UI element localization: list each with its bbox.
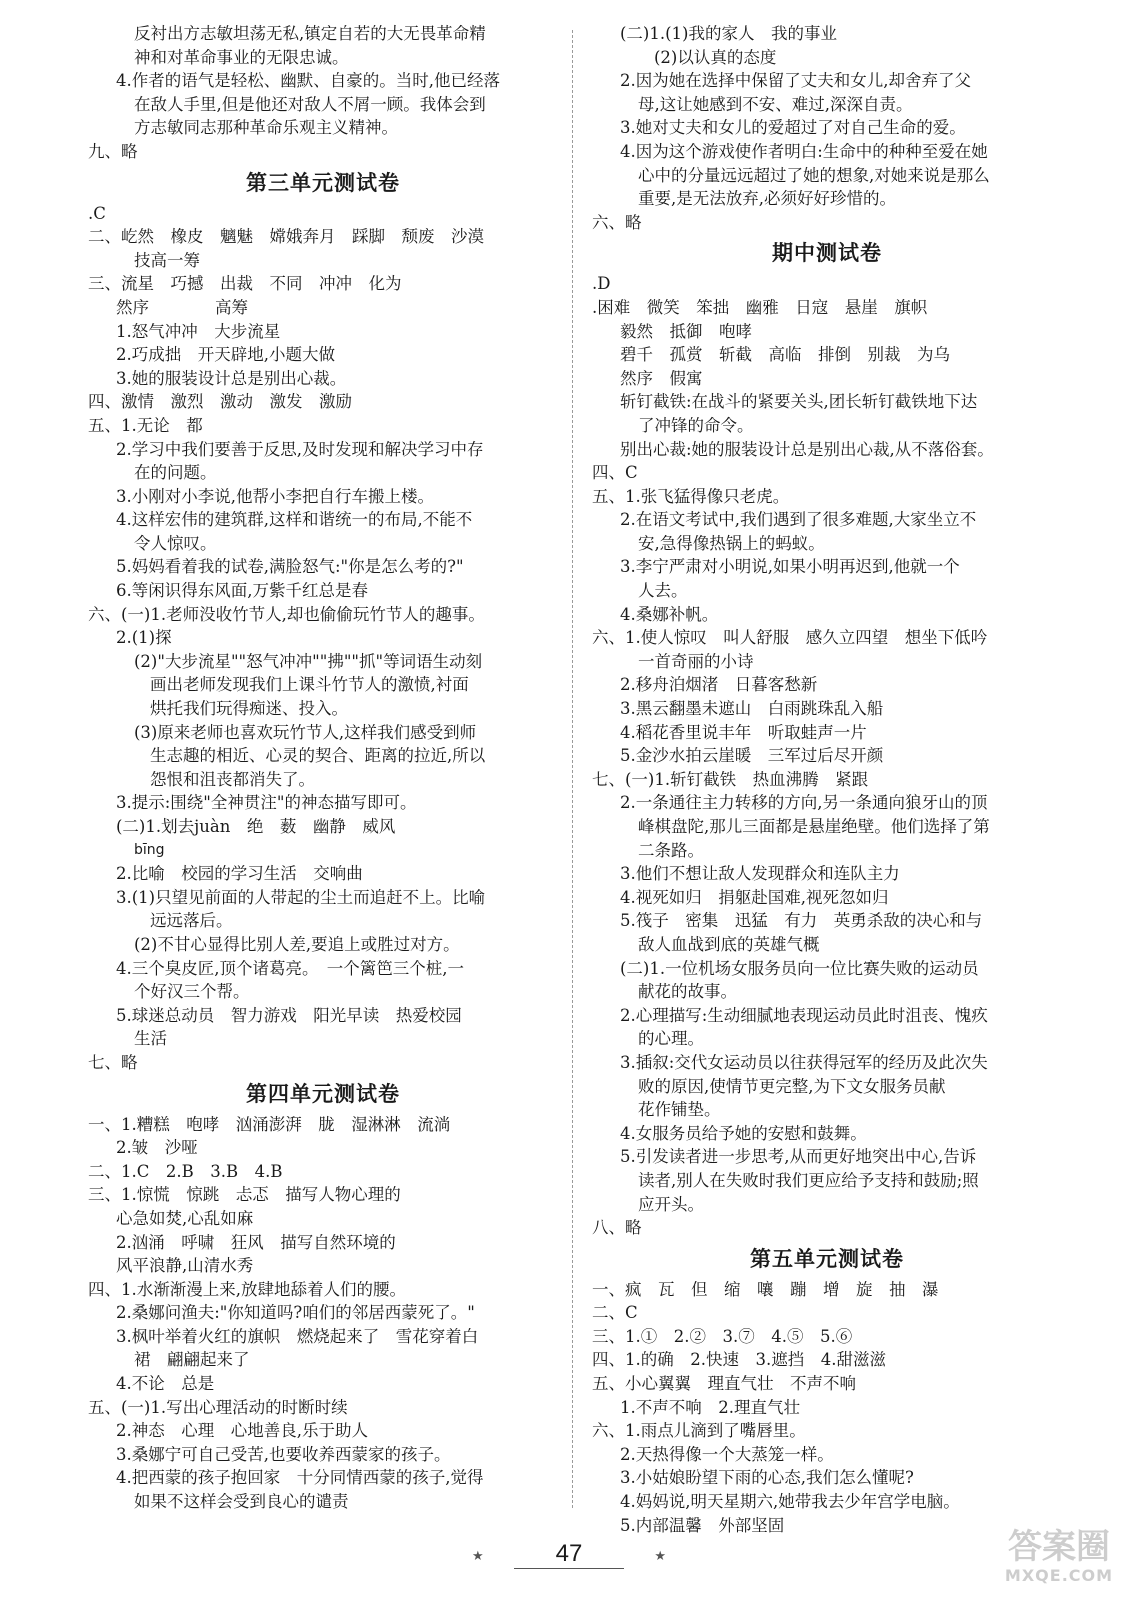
footer-rule [514,1568,624,1569]
answer-line: 献花的故事。 [638,982,737,1002]
answer-line: 3.李宁严肃对小明说,如果小明再迟到,他就一个 [620,557,960,577]
answer-line: 3.提示:围绕"全神贯注"的神态描写即可。 [116,793,417,813]
answer-line: 2.学习中我们要善于反思,及时发现和解决学习中存 [116,439,484,459]
answer-line: 远远落后。 [150,911,233,931]
answer-line: 二、屹然 橡皮 魑魅 嫦娥奔月 踩脚 颓废 沙漠 [88,227,484,247]
answer-line: 读者,别人在失败时我们更应给予支持和鼓励;照 [638,1170,979,1190]
answer-line: 八、略 [592,1218,642,1238]
answer-line: 碧千 孤赏 斩截 高临 排倒 别裁 为乌 [620,345,950,365]
answer-line: 五、1.张飞猛得像只老虎。 [592,486,790,506]
answer-line: 四、1.的确 2.快速 3.遮挡 4.甜滋滋 [592,1350,886,1370]
answer-line: 4.女服务员给予她的安慰和鼓舞。 [620,1123,867,1143]
answer-line: 1.怒气冲冲 大步流星 [116,321,281,341]
answer-line: 如果不这样会受到良心的谴责 [134,1492,349,1512]
answer-line: 4.因为这个游戏使作者明白:生命中的种种至爱在她 [620,141,988,161]
answer-line: 六、1.使人惊叹 叫人舒服 感久立四望 想坐下低吟 [592,628,988,648]
answer-line: 心中的分量远远超过了她的想象,对她来说是那么 [638,165,990,185]
answer-line: 峰棋盘陀,那儿三面都是悬崖绝壁。他们选择了第 [638,817,990,836]
answer-line: 了冲锋的命令。 [638,415,754,435]
answer-line: 三、1.① 2.② 3.⑦ 4.⑤ 5.⑥ [592,1326,853,1346]
answer-line: 3.小刚对小李说,他帮小李把自行车搬上楼。 [116,486,434,506]
answer-line: 裙 翩翩起来了 [134,1350,250,1370]
answer-line: 二条路。 [638,840,704,860]
answer-line: 应开头。 [638,1194,704,1214]
answer-line: 3.(1)只望见前面的人带起的尘土而追赶不上。比喻 [116,887,486,907]
answer-line: bīng [134,841,165,858]
answer-line: 敌人血战到底的英雄气概 [638,934,820,954]
answer-line: 二、C [592,1303,638,1323]
page-footer [0,1540,1138,1569]
answer-line: 2.汹涌 呼啸 狂风 描写自然环境的 [116,1232,396,1252]
answer-line: 四、激情 激烈 激动 激发 激励 [88,392,352,412]
answer-line: 技高一筹 [134,250,200,270]
answer-line: 3.黑云翻墨未遮山 白雨跳珠乱入船 [620,699,884,719]
answer-line: 三、1.惊慌 惊跳 忐忑 描写人物心理的 [88,1185,401,1205]
answer-line: 五、小心翼翼 理直气壮 不声不响 [592,1374,856,1394]
watermark-title: 答案圈 [1008,1527,1110,1567]
answer-line: 4.妈妈说,明天星期六,她带我去少年宫学电脑。 [620,1492,960,1512]
answer-line: 4.稻花香里说丰年 听取蛙声一片 [620,722,867,742]
answer-line: 4.桑娜补帆。 [620,604,719,624]
answer-line: 毅然 抵御 咆哮 [620,321,752,341]
answer-line: 4.不论 总是 [116,1374,215,1394]
answer-line: 风平浪静,山清水秀 [116,1256,254,1276]
answer-line: 重要,是无法放弃,必须好好珍惜的。 [638,189,896,209]
answer-line: 烘托我们玩得痴迷、投入。 [150,699,348,719]
answer-line: 生活 [134,1029,167,1049]
answer-line: 2.神态 心理 心地善良,乐于助人 [116,1421,368,1441]
star-icon: ★ [654,1549,666,1564]
answer-line: 5.引发读者进一步思考,从而更好地突出中心,告诉 [620,1147,977,1167]
answer-line: 画出老师发现我们上课斗竹节人的激愤,衬面 [150,675,469,695]
answer-line: 2.移舟泊烟渚 日暮客愁新 [620,675,818,695]
answer-line: (二)1.划去juàn 绝 薮 幽静 威风 [116,817,396,836]
answer-line: 4.作者的语气是轻松、幽默、自豪的。当时,他已经落 [116,71,500,91]
answer-line: 六、略 [592,212,642,232]
answer-line: 3.她对丈夫和女儿的爱超过了对自己生命的爱。 [620,118,966,138]
right-column [592,22,1062,1537]
answer-line: 然序 假寓 [620,368,703,388]
answer-line: 2.因为她在选择中保留了丈夫和女儿,却舍弃了父 [620,71,971,91]
answer-line: 个好汉三个帮。 [134,982,250,1002]
answer-line: 5.金沙水拍云崖暖 三军过后尽开颜 [620,746,884,766]
answer-line: 1.不声不响 2.理直气壮 [620,1397,800,1417]
section-heading: 第五单元测试卷 [750,1245,904,1271]
answer-line: 2.天热得像一个大蒸笼一样。 [620,1444,834,1464]
answer-line: (2)"大步流星""怒气冲冲""拂""抓"等词语生动刻 [134,651,483,671]
answer-line: 6.等闲识得东风面,万紫千红总是春 [116,581,368,601]
section-heading: 期中测试卷 [772,240,882,266]
watermark-domain: MXQE.COM [1004,1566,1114,1585]
answer-line: 五、1.无论 都 [88,415,203,435]
answer-line: 2.心理描写:生动细腻地表现运动员此时沮丧、愧疚 [620,1005,988,1025]
answer-line: 败的原因,使情节更完整,为下文女服务员献 [638,1076,946,1096]
answer-line: (2)不甘心显得比别人差,要追上或胜过对方。 [134,934,460,954]
answer-line: 心急如焚,心乱如麻 [116,1208,254,1228]
answer-line: 3.小姑娘盼望下雨的心态,我们怎么懂呢? [620,1468,914,1488]
answer-line: 令人惊叹。 [134,533,217,553]
answer-line: 2.皱 沙哑 [116,1138,198,1158]
answer-line: (3)原来老师也喜欢玩竹节人,这样我们感受到师 [134,722,477,742]
answer-line: 5.筏子 密集 迅猛 有力 英勇杀敌的决心和与 [620,911,983,931]
answer-line: 五、(一)1.写出心理活动的时断时续 [88,1397,348,1417]
answer-line: 4.把西蒙的孩子抱回家 十分同情西蒙的孩子,觉得 [116,1468,484,1488]
answer-line: 然序 高筹 [116,297,248,317]
answer-line: (二)1.一位机场女服务员向一位比赛失败的运动员 [620,958,979,978]
answer-line: (二)1.(1)我的家人 我的事业 [620,24,837,43]
answer-line: 花作铺垫。 [638,1100,721,1120]
answer-line: 七、(一)1.斩钉截铁 热血沸腾 紧跟 [592,769,869,789]
section-heading: 第四单元测试卷 [246,1080,400,1106]
answer-line: 方志敏同志那种革命乐观主义精神。 [134,118,398,138]
answer-line: 神和对革命事业的无限忠诚。 [134,47,349,67]
answer-line: .困难 微笑 笨拙 幽雅 日寇 悬崖 旗帜 [592,297,928,317]
answer-line: 的心理。 [638,1029,704,1049]
answer-line: 5.球迷总动员 智力游戏 阳光早读 热爱校园 [116,1005,462,1025]
answer-line: 人去。 [638,581,688,601]
answer-line: 一、疯 瓦 但 缩 嚷 蹦 增 旋 抽 瀑 [592,1279,939,1299]
answer-line: .C [88,203,106,223]
answer-line: 2.一条通往主力转移的方向,另一条通向狼牙山的顶 [620,793,988,813]
answer-line: 四、1.水渐渐漫上来,放肆地舔着人们的腰。 [88,1279,406,1299]
answer-line: 3.枫叶举着火红的旗帜 燃烧起来了 雪花穿着白 [116,1326,479,1346]
answer-line: 四、C [592,463,638,483]
answer-line: 4.三个臭皮匠,顶个诸葛亮。 一个篱笆三个桩,一 [116,958,464,978]
answer-line: 在敌人手里,但是他还对敌人不屑一顾。我体会到 [134,94,486,114]
answer-line: 一、1.糟糕 咆哮 汹涌澎湃 胧 湿淋淋 流淌 [88,1114,451,1134]
answer-line: 4.视死如归 捐躯赴国难,视死忽如归 [620,887,889,907]
answer-line: 一首奇丽的小诗 [638,651,754,671]
star-icon: ★ [471,1549,484,1564]
answer-line: 九、略 [88,141,138,161]
answer-line: 2.比喻 校园的学习生活 交响曲 [116,864,363,884]
answer-line: 别出心裁:她的服装设计总是别出心裁,从不落俗套。 [620,439,994,459]
answer-line: 2.桑娜问渔夫:"你知道吗?咱们的邻居西蒙死了。" [116,1303,475,1323]
answer-line: 母,这让她感到不安、难过,深深自责。 [638,94,913,114]
answer-line: 4.这样宏伟的建筑群,这样和谐统一的布局,不能不 [116,510,473,530]
answer-line: 2.(1)探 [116,628,172,648]
answer-line: 5.妈妈看着我的试卷,满脸怒气:"你是怎么考的?" [116,557,464,577]
section-heading: 第三单元测试卷 [246,169,400,195]
answer-line: 5.内部温馨 外部坚固 [620,1515,785,1535]
answer-line: 3.他们不想让敌人发现群众和连队主力 [620,864,900,884]
answer-line: 三、流星 巧撼 出裁 不同 冲冲 化为 [88,274,402,294]
answer-line: 反衬出方志敏坦荡无私,镇定自若的大无畏革命精 [134,24,486,43]
answer-line: 七、略 [88,1052,138,1072]
answer-line: 3.桑娜宁可自己受苦,也要收养西蒙家的孩子。 [116,1444,451,1464]
watermark [1000,1528,1118,1585]
answer-line: 在的问题。 [134,463,217,483]
answer-line: .D [592,274,611,294]
answer-line: (2)以认真的态度 [654,47,777,67]
column-divider [572,30,573,1508]
answer-line: 2.在语文考试中,我们遇到了很多难题,大家坐立不 [620,510,977,530]
answer-line: 斩钉截铁:在战斗的紧要关头,团长斩钉截铁地下达 [620,392,978,412]
answer-line: 六、(一)1.老师没收竹节人,却也偷偷玩竹节人的趣事。 [88,604,485,624]
answer-line: 生志趣的相近、心灵的契合、距离的拉近,所以 [150,746,486,766]
answer-line: 3.她的服装设计总是别出心裁。 [116,368,347,388]
answer-line: 六、1.雨点儿滴到了嘴唇里。 [592,1421,806,1441]
answer-line: 安,急得像热锅上的蚂蚁。 [638,533,825,553]
answer-line: 二、1.C 2.B 3.B 4.B [88,1161,283,1181]
answer-line: 2.巧成拙 开天辟地,小题大做 [116,345,335,365]
answer-line: 怨恨和沮丧都消失了。 [150,769,315,789]
answer-line: 3.插叙:交代女运动员以往获得冠军的经历及此次失 [620,1052,988,1072]
left-column [88,22,558,1514]
page-number: 47 [555,1540,583,1567]
